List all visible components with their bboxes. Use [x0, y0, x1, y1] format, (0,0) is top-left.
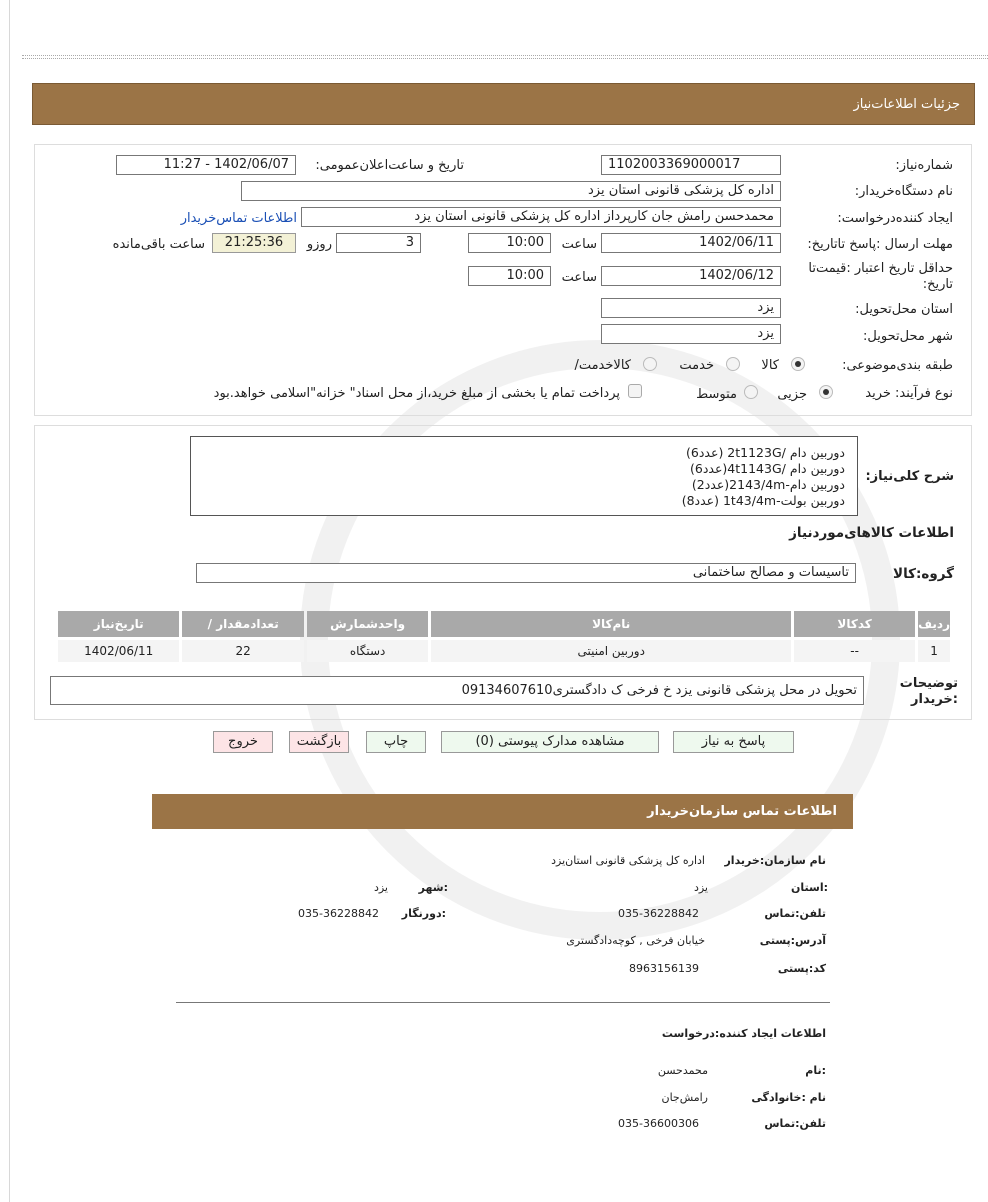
city-label: شهر محل‌تحویل:	[863, 329, 953, 344]
contact-address-value: خیابان فرخی , کوچه‌دادگستری	[566, 934, 705, 947]
contact-province-value: یزد	[693, 881, 708, 894]
contact-fax-value: 035-36228842	[298, 907, 379, 920]
contact-postal-value: 8963156139	[629, 962, 699, 975]
col-header-code: کدکالا	[794, 611, 915, 637]
radio-selected-icon[interactable]	[819, 385, 833, 399]
buyer-contact-link[interactable]: اطلاعات تماس‌خریدار	[180, 211, 297, 226]
page-title: جزئیات اطلاعات‌نیاز	[853, 97, 960, 112]
days-label: روزو	[306, 237, 332, 252]
deadline-date-field[interactable]: 1402/06/11	[601, 233, 781, 253]
summary-line: دوربین بولت-1t43/4m (عدد8)	[681, 493, 845, 508]
city-field[interactable]: یزد	[601, 324, 781, 344]
validity-hour-label: ساعت	[561, 270, 597, 285]
col-header-name: نام‌کالا	[431, 611, 791, 637]
buyer-notes-label: توضیحات :خریدار	[899, 676, 958, 707]
validity-label: حداقل تاریخ اعتبار :قیمت‌تا تاریخ:	[808, 261, 953, 292]
creator-last-name-label: نام :خانوادگی	[751, 1091, 826, 1104]
contact-divider	[176, 1002, 830, 1003]
contact-city-value: یزد	[373, 881, 388, 894]
category-option-goods: کالا	[761, 358, 779, 373]
page-header	[32, 83, 975, 125]
contact-phone-label: تلفن:تماس	[764, 907, 826, 920]
process-option-medium: متوسط	[696, 387, 737, 402]
goods-table	[55, 608, 953, 665]
print-button[interactable]: چاپ	[366, 731, 426, 753]
province-label: استان محل‌تحویل:	[855, 302, 953, 317]
province-field[interactable]: یزد	[601, 298, 781, 318]
need-number-field[interactable]: 1102003369000017	[601, 155, 781, 175]
radio-icon[interactable]	[643, 357, 657, 371]
contact-postal-label: کد:پستی	[777, 962, 826, 975]
buyer-org-field[interactable]: اداره کل پزشکی قانونی استان یزد	[241, 181, 781, 201]
buyer-notes-field: تحویل در محل پزشکی قانونی یزد خ فرخی ک دادگستری09134607610	[50, 676, 864, 705]
deadline-label: مهلت ارسال :پاسخ تا‌تاریخ:	[807, 237, 953, 252]
group-field[interactable]: تاسیسات و مصالح ساختمانی	[196, 563, 856, 583]
cell-unit: دستگاه	[307, 640, 429, 662]
attachments-button[interactable]: مشاهده مدارک پیوستی (0)	[441, 731, 659, 753]
checkbox-icon[interactable]	[628, 384, 642, 398]
col-header-date: تاریخ‌نیاز	[58, 611, 179, 637]
remaining-label: ساعت باقی‌مانده	[112, 237, 205, 252]
summary-label: شرح کلی‌نیاز:	[865, 469, 954, 484]
creator-phone-label: تلفن:تماس	[764, 1117, 826, 1130]
remaining-time-field: 21:25:36	[212, 233, 296, 253]
cell-date: 1402/06/11	[58, 640, 179, 662]
process-option-minor: جزیی	[777, 387, 807, 402]
cell-name: دوربین امنیتی	[431, 640, 791, 662]
category-label: طبقه بندی‌موضوعی:	[842, 358, 953, 373]
buyer-org-label: نام دستگاه‌خریدار:	[854, 184, 953, 199]
group-label: گروه:کالا	[893, 566, 954, 582]
col-header-row: ردیف	[918, 611, 950, 637]
creator-last-name-value: رامش‌جان	[661, 1091, 708, 1104]
contact-address-label: آدرس:پستی	[759, 934, 826, 947]
contact-section-header	[152, 794, 853, 829]
process-label: نوع فرآیند: خرید	[865, 386, 953, 401]
org-name-label: نام سازمان:خریدار	[724, 854, 826, 867]
radio-icon[interactable]	[744, 385, 758, 399]
radio-icon[interactable]	[726, 357, 740, 371]
deadline-time-field[interactable]: 10:00	[468, 233, 551, 253]
validity-date-field[interactable]: 1402/06/12	[601, 266, 781, 286]
need-number-label: شماره‌نیاز:	[895, 158, 953, 173]
days-field[interactable]: 3	[336, 233, 421, 253]
category-option-goods-service: کالا‌خدمت/	[574, 358, 631, 373]
summary-line: دوربین دام-2143/4m(عدد2)	[691, 477, 845, 492]
creator-field[interactable]: محمدحسن رامش جان کارپرداز اداره کل پزشکی قانونی استان یزد	[301, 207, 781, 227]
summary-line: دوربین دام /2t1123G (عدد6)	[686, 445, 845, 460]
col-header-qty: تعدادمقدار /	[182, 611, 303, 637]
creator-label: ایجاد کننده‌درخواست:	[837, 211, 953, 226]
contact-phone-value: 035-36228842	[618, 907, 699, 920]
table-row	[58, 640, 950, 662]
reply-button[interactable]: پاسخ به نیاز	[673, 731, 794, 753]
payment-note: پرداخت تمام یا بخشی از مبلغ خرید،از محل اسناد" خزانه"اسلامی خواهد.بود	[213, 386, 620, 401]
deadline-hour-label: ساعت	[561, 237, 597, 252]
cell-row: 1	[918, 640, 950, 662]
creator-first-name-value: محمدحسن	[657, 1064, 708, 1077]
summary-line: دوربین دام /4t1143G(عدد6)	[689, 461, 845, 476]
creator-section-title: اطلاعات ایجاد کننده:درخواست	[661, 1027, 826, 1040]
contact-fax-label: :دورنگار	[401, 907, 446, 920]
top-divider	[22, 55, 988, 59]
exit-button[interactable]: خروج	[213, 731, 273, 753]
contact-city-label: :شهر	[418, 881, 448, 894]
goods-info-label: اطلاعات کالاهای‌موردنیاز	[789, 525, 954, 541]
radio-selected-icon[interactable]	[791, 357, 805, 371]
table-header-row	[58, 611, 950, 637]
creator-first-name-label: :نام	[805, 1064, 826, 1077]
contact-province-label: :استان	[791, 881, 828, 894]
org-name-value: اداره کل پزشکی قانونی استان‌یزد	[551, 854, 705, 867]
announce-field[interactable]: 1402/06/07 - 11:27	[116, 155, 296, 175]
cell-code: --	[794, 640, 915, 662]
back-button[interactable]: بازگشت	[289, 731, 349, 753]
cell-qty: 22	[182, 640, 303, 662]
page-left-border	[9, 0, 10, 1202]
contact-section-title: اطلاعات تماس سازمان‌خریدار	[647, 804, 837, 819]
validity-time-field[interactable]: 10:00	[468, 266, 551, 286]
col-header-unit: واحدشمارش	[307, 611, 429, 637]
summary-box	[190, 436, 858, 516]
category-option-service: خدمت	[679, 358, 714, 373]
creator-phone-value: 035-36600306	[618, 1117, 699, 1130]
announce-label: تاریخ و ساعت‌اعلان‌عمومی:	[315, 158, 464, 173]
